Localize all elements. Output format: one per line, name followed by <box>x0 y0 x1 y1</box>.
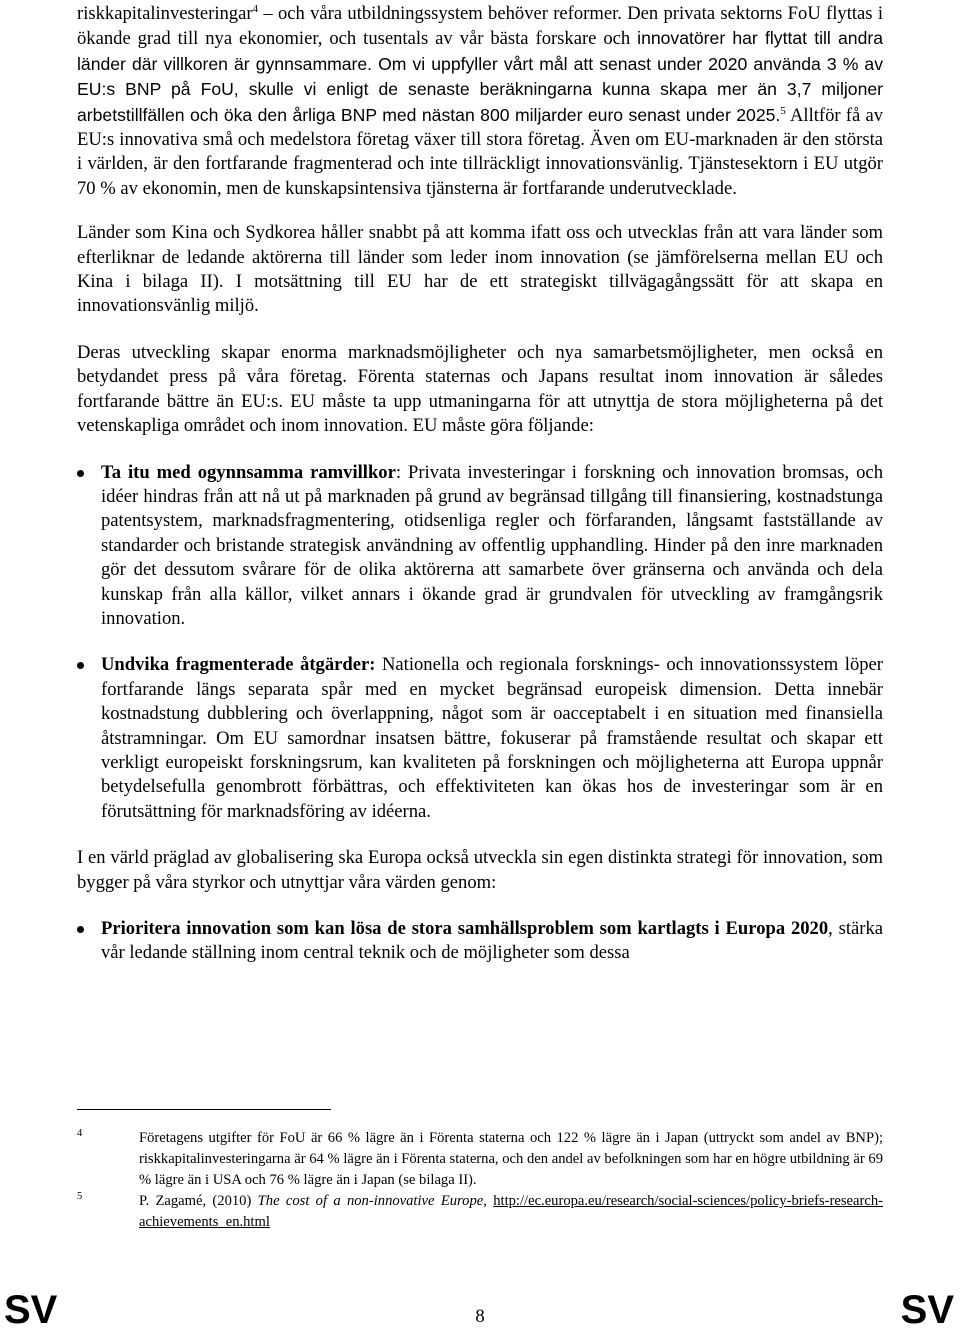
bullet-item <box>77 653 883 824</box>
bullet-dot-icon <box>77 662 84 669</box>
footnote-link[interactable]: http://ec.europa.eu/research/social-sciences/policy-briefs-research-achievements_en.html <box>139 1193 883 1230</box>
footnote-ref-4[interactable]: 4 <box>252 3 259 15</box>
footnotes <box>77 1128 883 1233</box>
paragraph-1-serif-middle: – och våra utbildningssystem behöver reformer. Den privata sektorns FoU flyttas i ökande grad till nya ekonomier, och tusentals av vår bästa forskare och <box>77 3 883 50</box>
footnote-title: The cost of a non-innovative Europe, <box>257 1193 487 1209</box>
paragraph-1-serif-end: Alltför få av EU:s innovativa små och medelstora företag växer till stora företag. Även om EU-marknaden är den största i världen, är den fortfarande fragmenterad och inte tillräckligt innovationsvänlig. Tjänstesektorn i EU utgör 70 % av ekonomin, men de kunskapsintensiva tjänsterna är fortfarande underutvecklade. <box>77 104 883 199</box>
language-code-right: SV <box>900 1288 954 1332</box>
bullet-text: , stärka vår ledande ställning inom central teknik och de möjligheter som dessa <box>101 918 883 964</box>
bullet-list-2 <box>77 917 883 966</box>
paragraph-1 <box>77 2 883 201</box>
footnote-number: 4 <box>77 1128 83 1139</box>
paragraph-1-sans-section: innovatörer har flyttat till andra länder där villkoren är gynnsammare. Om vi uppfyller vårt mål att senast under 2020 använda 3 % av EU:s BNP på FoU, skulle vi enligt de senaste beräkningarna kunna skapa mer än 3,7 miljoner arbetstillfällen och öka den årliga BNP med nästan 800 miljarder euro senast under 2025. <box>77 28 883 125</box>
language-code-left: SV <box>4 1288 58 1332</box>
bullet-item <box>77 461 883 632</box>
footnote-4 <box>77 1128 883 1191</box>
bullet-heading: Ta itu med ogynnsamma ramvillkor <box>101 461 396 483</box>
footnote-text: Företagens utgifter för FoU är 66 % lägre än i Förenta staterna och 122 % lägre än i Japan (uttryckt som andel av BNP); riskkapitalinvesteringarna är 64 % lägre än i Förenta staterna, och den andel av befolkningen som har en högre utbildning är 69 % lägre än i USA och 76 % lägre än i Japan (se bilaga II). <box>139 1130 883 1188</box>
footnote-number: 5 <box>77 1191 83 1202</box>
bullet-text: Nationella och regionala forsknings- och innovationssystem löper fortfarande längs separata spår med en mycket begränsad europeisk dimension. Detta innebär kostnadstung dubblering och överlappning, något som är oacceptabelt i en situation med finansiella åtstramningar. Om EU samordnar insatsen bättre, fokuserar på framstående resultat och skapar ett verkligt europeiskt forskningsrum, kan kvaliteten på forskningen och möjligheterna att Europa uppnår betydelsefulla genombrott förbättras, och effektiviteten kan ökas hos de investeringar som är en förutsättning för marknadsföring av idéerna. <box>101 654 883 822</box>
bullet-heading: Prioritera innovation som kan lösa de stora samhällsproblem som kartlagts i Europa 2020 <box>101 918 829 939</box>
paragraph-4: I en värld präglad av globalisering ska Europa också utveckla sin egen distinkta strategi för innovation, som bygger på våra styrkor och utnyttjar våra värden genom: <box>77 847 883 893</box>
bullet-text: : Privata investeringar i forskning och innovation bromsas, och idéer hindras från att nå ut på marknaden på grund av begränsad tillgång till finansiering, kostnadstunga patentsystem, marknadsfragmentering, otidsenliga regler och förfaranden, långsamt fastställande av standarder och bristande strategisk användning av offentlig upphandling. Hinder på den inre marknaden gör det dessutom svårare för de olika aktörerna att samarbete över gränserna och använda och dela kunskap från alla källor, vilket annars i ökande grad är grundvalen för utveckling av framgångsrik innovation. <box>101 461 883 629</box>
bullet-dot-icon <box>77 926 84 933</box>
paragraph-1-serif-start: riskkapitalinvesteringar <box>77 3 253 24</box>
bullet-dot-icon <box>77 470 84 477</box>
paragraph-2: Länder som Kina och Sydkorea håller snabbt på att komma ifatt oss och utvecklas från att vara länder som efterliknar de ledande aktörerna till länder som leder inom innovation (se jämförelserna mellan EU och Kina i bilaga II). I motsättning till EU har de ett strategiskt tillvägagångssätt för att skapa en innovationsvänlig miljö. <box>77 222 883 317</box>
footnote-author: P. Zagamé, (2010) <box>139 1193 258 1209</box>
footnote-5 <box>77 1191 883 1233</box>
footnote-divider <box>77 1109 331 1110</box>
page-body <box>77 2 883 986</box>
bullet-list-1 <box>77 461 883 825</box>
footnote-ref-5[interactable]: 5 <box>780 104 786 117</box>
page-number: 8 <box>475 1306 485 1327</box>
bullet-heading: Undvika fragmenterade åtgärder: <box>101 654 376 676</box>
paragraph-3: Deras utveckling skapar enorma marknadsmöjligheter och nya samarbetsmöjligheter, men också en betydandet press på våra företag. Förenta staternas och Japans resultat inom innovation är således fortfarande bättre än EU:s. EU måste ta upp utmaningarna för att utnyttja de stora möjligheterna på det vetenskapliga området och inom innovation. EU måste göra följande: <box>77 341 883 437</box>
bullet-item <box>77 917 883 966</box>
